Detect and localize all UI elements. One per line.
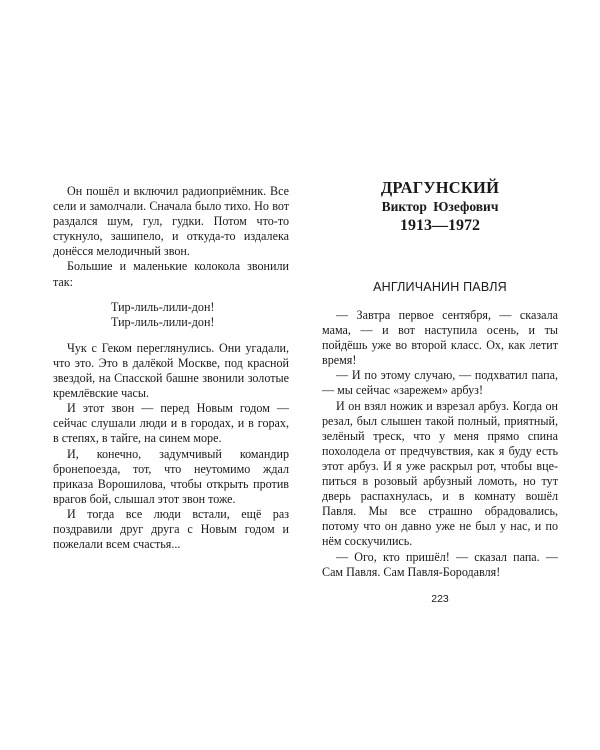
left-paragraph-4: И этот звон — перед Новым годом — сейчас слушали люди и в городах, и в горах, в степях, в тайге, на синем море.: [53, 401, 289, 446]
story-paragraph-4: — Ого, кто пришёл! — сказал папа. — Сам Павля. Сам Павля-Бородавля!: [322, 549, 558, 579]
author-surname: ДРАГУНСКИЙ: [380, 178, 500, 197]
page-number: 223: [431, 593, 449, 605]
story-paragraph-3: И он взял ножик и взрезал арбуз. Когда он резал, был слышен такой полный, приятный, зелёный треск, что у меня прямо спина похолодела от предчувствия, как я буду есть этот арбуз. И я уже раскрыл рот, чтобы вцепиться в розовый арбузный ломоть, но тут дверь распахнулась, и в комнату вошёл Павля. Мы все страшно обрадовались, потому что он давно уже не был у нас, и по нём соскучились.: [322, 398, 558, 549]
verse-line-2: Тир-лиль-лили-дон!: [111, 314, 215, 329]
bell-verse: [111, 300, 289, 330]
story-text: [322, 308, 558, 580]
author-heading: [322, 178, 558, 236]
left-paragraph-1: Он пошёл и включил радиоприёмник. Все сели и замолчали. Сначала было тихо. Но вот раздался шум, гул, гудки. Потом что-то стукнуло, зашипело, и откуда-то издалека донёсся мелодичный звон.: [53, 184, 289, 259]
story-paragraph-1: — Завтра первое сентября, — сказала мама, — и вот наступила осень, и ты пойдёшь уже во второй класс. Ох, как летит время!: [322, 308, 558, 368]
author-years: 1913—1972: [400, 217, 480, 234]
story-paragraph-2: — И по этому случаю, — подхватил папа, — мы сейчас «зарежем» арбуз!: [322, 368, 558, 398]
verse-line-1: Тир-лиль-лили-дон!: [111, 299, 215, 314]
left-paragraph-3: Чук с Геком переглянулись. Они угадали, что это. Это в далёкой Москве, под красной звездой, на Спасской башне звонили золотые кремлёвские часы.: [53, 340, 289, 401]
left-paragraph-5: И, конечно, задумчивый командир бронепоезда, тот, что неутомимо ждал приказа Ворошилова, чтобы открыть против врагов бой, слышал этот звон тоже.: [53, 446, 289, 506]
left-paragraph-2: Большие и маленькие колокола звонили так:: [53, 259, 289, 289]
story-title: АНГЛИЧАНИН ПАВЛЯ: [373, 280, 507, 294]
left-paragraph-6: И тогда все люди встали, ещё раз поздравили друг друга с Новым годом и пожелали всем счастья...: [53, 506, 289, 552]
left-page-column: [53, 184, 289, 552]
author-name: Виктор Юзефович: [381, 199, 499, 214]
